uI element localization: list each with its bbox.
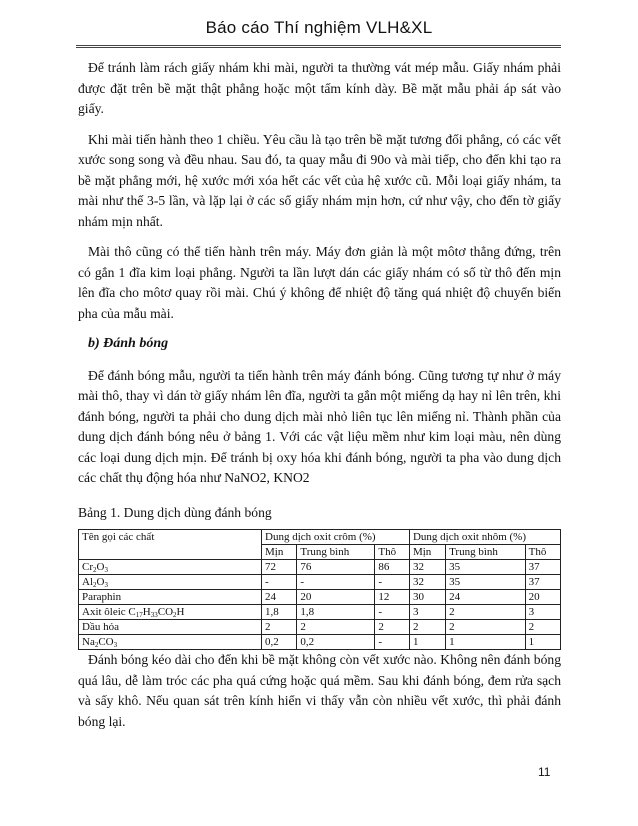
table-cell-value: 0,2	[297, 635, 375, 650]
table-row	[79, 605, 561, 620]
table-cell-value: 12	[375, 590, 410, 605]
table-cell-value: 24	[262, 590, 297, 605]
table-cell-value: 1	[525, 635, 560, 650]
subscript: 2	[94, 641, 99, 649]
table-cell-substance	[79, 635, 262, 650]
formula-text: Axit ôleic C	[82, 606, 136, 618]
table-subheader: Mịn	[409, 545, 445, 560]
page-content	[78, 58, 561, 742]
table-cell-value: 1	[409, 635, 445, 650]
formula-text: H	[176, 606, 185, 618]
table-cell-value: 20	[297, 590, 375, 605]
table-cell-value: 2	[375, 620, 410, 635]
table-cell-value: 76	[297, 560, 375, 575]
table-header-name: Tên gọi các chất	[79, 530, 262, 560]
table-header-chromium: Dung dịch oxit crôm (%)	[262, 530, 410, 545]
page-number: 11	[538, 765, 551, 779]
section-heading: b) Đánh bóng	[88, 336, 169, 351]
table-cell-value: 1,8	[297, 605, 375, 620]
subscript: 33	[150, 611, 158, 619]
table-cell-value: 32	[409, 575, 445, 590]
table-cell-value: 24	[446, 590, 526, 605]
table-subheader: Thô	[525, 545, 560, 560]
table-cell-substance	[79, 620, 262, 635]
table-subheader: Thô	[375, 545, 410, 560]
table-row	[79, 590, 561, 605]
table-cell-value: -	[375, 605, 410, 620]
page-header-title: Báo cáo Thí nghiệm VLH&XL	[205, 18, 433, 37]
paragraph-3: Mài thô cũng có thể tiến hành trên máy. Máy đơn giản là một môtơ thẳng đứng, trên có gắn 1 đĩa kim loại phẳng. Người ta lần lượt dán các giấy nhám có số từ thô đến mịn lên đĩa cho môtơ quay rồi mài. Chú ý không để nhiệt độ tăng quá nhiệt độ chuyển biến pha của mẫu mài.	[78, 244, 561, 321]
table-cell-value: 0,2	[262, 635, 297, 650]
table-cell-value: 2	[262, 620, 297, 635]
subscript: 3	[113, 641, 118, 649]
formula-text: Dầu hỏa	[82, 621, 119, 633]
table-header-alumina: Dung dịch oxit nhôm (%)	[409, 530, 560, 545]
table-cell-value: 2	[446, 605, 526, 620]
formula-text: O	[96, 576, 105, 588]
table-cell-substance	[79, 605, 262, 620]
formula-text: H	[142, 606, 151, 618]
formula-text: Al	[82, 576, 93, 588]
table-cell-value: 30	[409, 590, 445, 605]
subscript: 2	[93, 581, 97, 589]
table-cell-substance	[79, 590, 262, 605]
polish-paragraph: Để đánh bóng mẫu, người ta tiến hành trên máy đánh bóng. Cũng tương tự như ở máy mài thô, thay vì dán tờ giấy nhám lên đĩa, người ta gắn một miếng dạ hay nỉ lên trên, khi đánh bóng, người ta phải cho dung dịch mài nhỏ liên tục lên miếng nỉ. Thành phần của dung dịch đánh bóng nêu ở bảng 1. Với các vật liệu mềm như kim loại màu, nên dùng các loại dung dịch mịn. Để tránh bị oxy hóa khi đánh bóng, người ta pha vào dung dịch các chất thụ động hóa như NaNO2, KNO2	[78, 367, 561, 485]
table-cell-value: 2	[297, 620, 375, 635]
polish-solution-table	[78, 529, 561, 650]
table-cell-value: 2	[525, 620, 560, 635]
header-divider	[76, 45, 561, 48]
table-subheader: Trung bình	[446, 545, 526, 560]
table-cell-value: 2	[446, 620, 526, 635]
table-cell-value: 37	[525, 575, 560, 590]
table-cell-value: 35	[446, 560, 526, 575]
table-cell-value: 37	[525, 560, 560, 575]
formula-text: CO	[98, 636, 114, 648]
formula-text: Na	[82, 636, 95, 648]
table-cell-value: 1	[446, 635, 526, 650]
subscript: 3	[104, 581, 108, 589]
table-row	[79, 575, 561, 590]
table-cell-substance	[79, 575, 262, 590]
table-cell-value: 1,8	[262, 605, 297, 620]
formula-text: Paraphin	[82, 591, 122, 603]
table-caption: Bảng 1. Dung dịch dùng đánh bóng	[78, 504, 272, 520]
closing-paragraph: Đánh bóng kéo dài cho đến khi bề mặt không còn vết xước nào. Không nên đánh bóng quá lâu, dễ làm tróc các pha quá cứng hoặc quá mềm. Sau khi đánh bóng, đem rửa sạch và sấy khô. Nếu quan sát trên kính hiển vi thấy vẫn còn nhiều vết xước, thì phải đánh bóng lại.	[78, 652, 561, 729]
table-body	[79, 560, 561, 650]
table-row	[79, 560, 561, 575]
table-cell-value: 3	[409, 605, 445, 620]
table-cell-value: -	[375, 635, 410, 650]
subscript: 2	[173, 611, 177, 619]
table-subheader: Trung bình	[297, 545, 375, 560]
table-cell-value: 86	[375, 560, 410, 575]
table-cell-value: 35	[446, 575, 526, 590]
table-subheader: Mịn	[262, 545, 297, 560]
table-cell-value: -	[262, 575, 297, 590]
table-cell-value: 32	[409, 560, 445, 575]
table-cell-value: 3	[525, 605, 560, 620]
table-row	[79, 635, 561, 650]
formula-text: Cr	[82, 561, 93, 573]
table-cell-value: 72	[262, 560, 297, 575]
paragraph-2: Khi mài tiến hành theo 1 chiều. Yêu cầu là tạo trên bề mặt tương đối phẳng, có các vết xước song song và đều nhau. Sau đó, ta quay mẫu đi 90o và mài tiếp, cho đến khi tạo ra bề mặt phẳng mới, hệ xước mới xóa hết các vết của hệ xước cũ. Mỗi loại giấy nhám, ta mài như thế 3-5 lần, và lặp lại ở các số giấy nhám mịn hơn, cứ như vậy, cho đến tờ giấy nhám mịn nhất.	[78, 131, 561, 229]
paragraph-1: Để tránh làm rách giấy nhám khi mài, người ta thường vát mép mẫu. Giấy nhám phải được đặt trên bề mặt thật phẳng hoặc một tấm kính dày. Bề mặt mẫu phải áp sát vào giấy.	[78, 60, 561, 116]
subscript: 17	[135, 611, 143, 619]
table-cell-value: -	[375, 575, 410, 590]
formula-text: CO	[157, 606, 174, 618]
table-cell-value: 20	[525, 590, 560, 605]
table-cell-substance	[79, 560, 262, 575]
table-cell-value: -	[297, 575, 375, 590]
table-row	[79, 620, 561, 635]
table-cell-value: 2	[409, 620, 445, 635]
subscript: 2	[93, 566, 97, 574]
formula-text: O	[96, 561, 105, 573]
subscript: 3	[104, 566, 108, 574]
